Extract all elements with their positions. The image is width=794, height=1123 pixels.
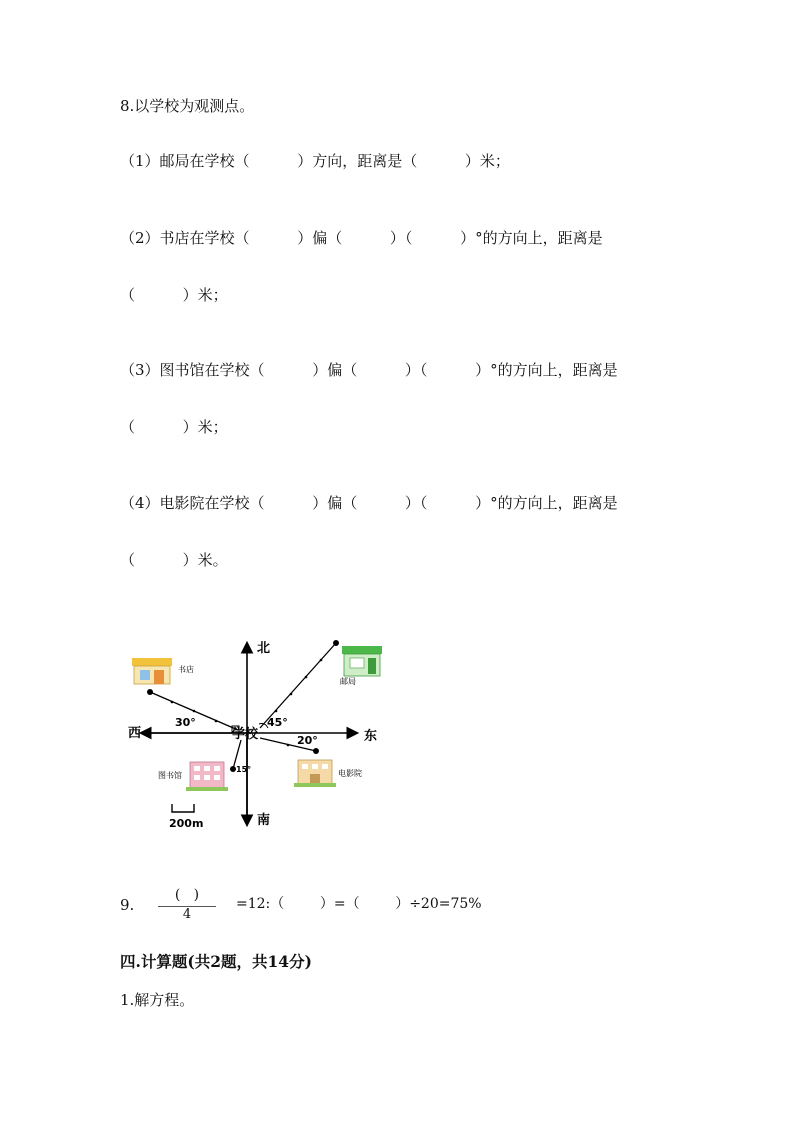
- label-south: 南: [257, 813, 271, 828]
- q9-fraction: [158, 887, 216, 923]
- bookstore-dot: [147, 689, 153, 695]
- label-west: 西: [128, 726, 142, 741]
- direction-map: [120, 628, 400, 838]
- q9-number: 9.: [120, 896, 135, 914]
- section-4-q1: 1.解方程。: [120, 991, 195, 1009]
- library-icon: [186, 762, 228, 791]
- post-office-icon: [342, 646, 382, 676]
- label-center: 学校: [232, 727, 259, 742]
- angle-nw: 30°: [175, 716, 196, 729]
- label-bookstore: 书店: [178, 665, 194, 674]
- label-post-office: 邮局: [340, 677, 356, 686]
- section-4-title: 四.计算题(共2题，共14分): [120, 952, 312, 971]
- label-north: 北: [257, 641, 271, 656]
- angle-ne: 45°: [267, 716, 288, 729]
- angle-sw: 15°: [236, 765, 252, 774]
- q8-title: 8.以学校为观测点。: [120, 97, 255, 115]
- scale-label: 200m: [169, 817, 204, 830]
- q8-item-1: （1）邮局在学校（ ）方向，距离是（ ）米；: [120, 152, 510, 170]
- q8-item-2: （2）书店在学校（ ）偏（ ）（ ）°的方向上，距离是: [120, 229, 603, 247]
- cinema-icon: [294, 760, 336, 787]
- angle-se: 20°: [297, 734, 318, 747]
- q9-equation: =12:（ ）=（ ）÷20=75%: [236, 896, 482, 912]
- label-cinema: 电影院: [338, 769, 362, 778]
- q8-item-2-cont: （ ）米；: [120, 286, 228, 304]
- q9-fraction-numerator: ( ): [174, 887, 200, 903]
- q8-item-3: （3）图书馆在学校（ ）偏（ ）（ ）°的方向上，距离是: [120, 361, 618, 379]
- label-east: 东: [364, 729, 378, 744]
- q8-item-4-cont: （ ）米。: [120, 551, 228, 569]
- q9-fraction-denominator: 4: [182, 907, 192, 922]
- post-office-dot: [333, 640, 339, 646]
- cinema-dot: [313, 748, 319, 754]
- scale-bar: [172, 804, 194, 812]
- bookstore-icon: [132, 658, 172, 684]
- q8-item-4: （4）电影院在学校（ ）偏（ ）（ ）°的方向上，距离是: [120, 494, 618, 512]
- q8-item-3-cont: （ ）米；: [120, 418, 228, 436]
- label-library: 图书馆: [158, 771, 182, 780]
